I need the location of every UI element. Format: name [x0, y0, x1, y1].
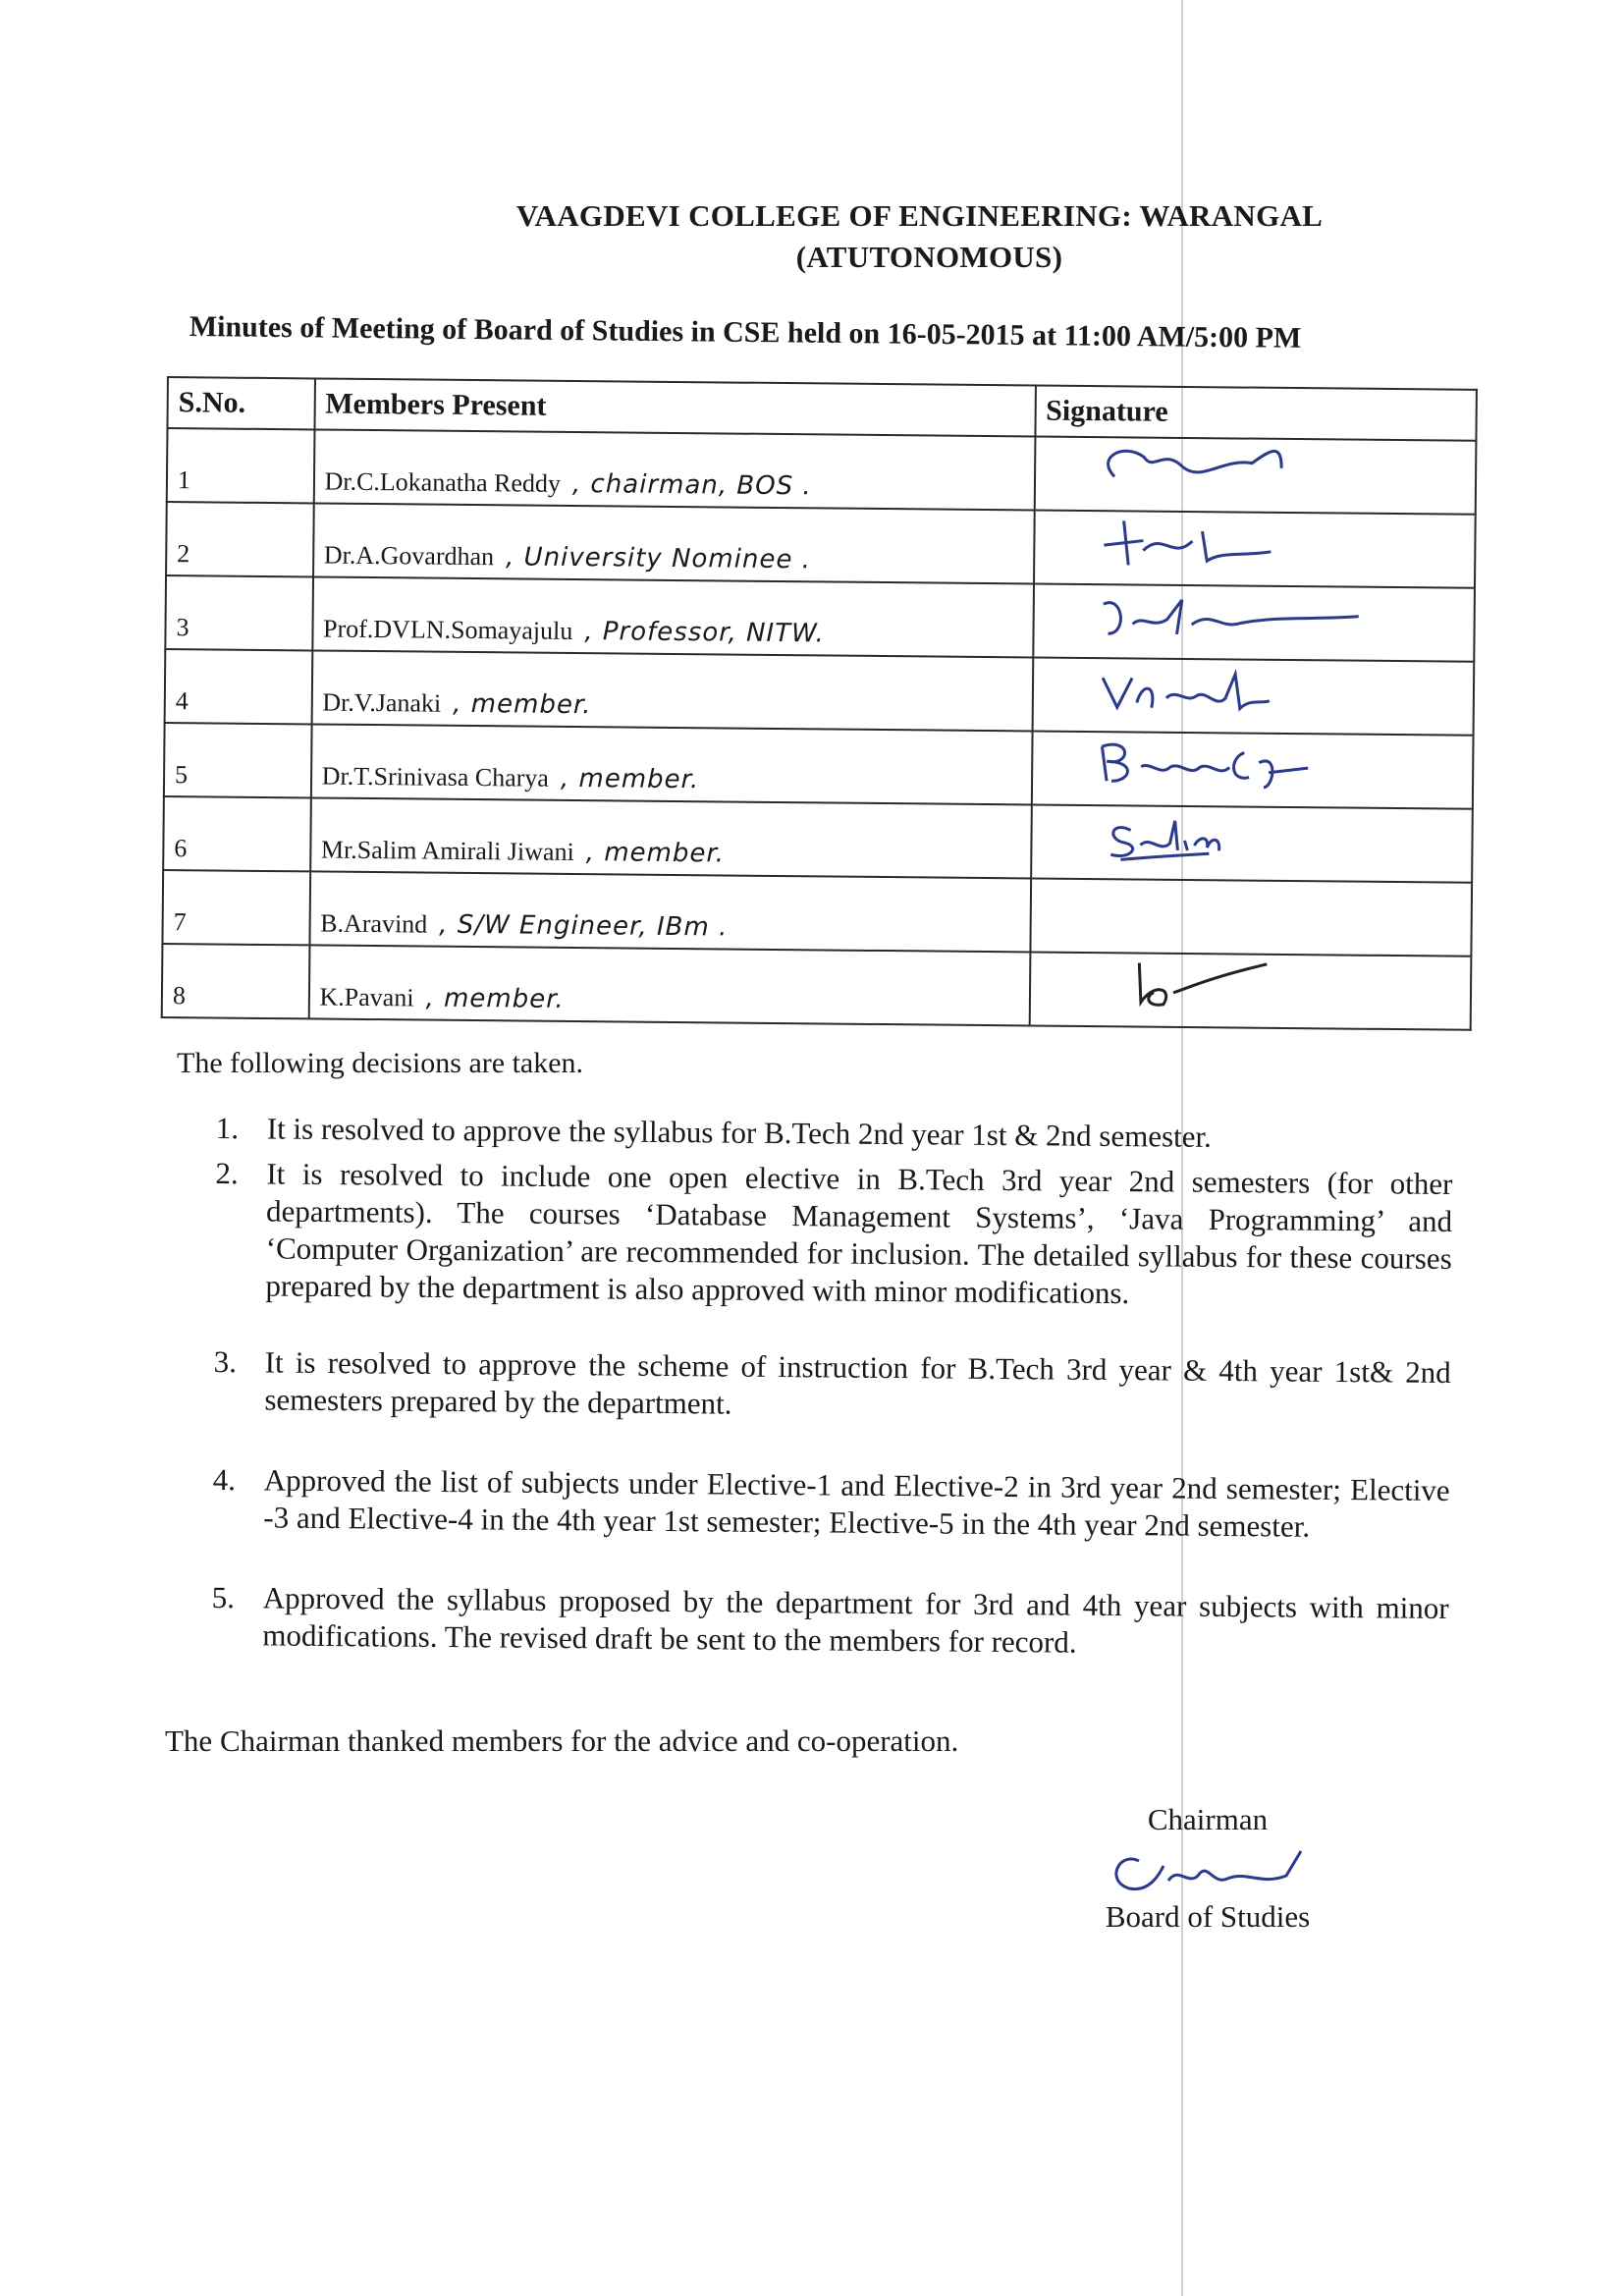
member-name: Dr.C.Lokanatha Reddy: [324, 466, 562, 498]
member-name: Dr.V.Janaki: [322, 687, 442, 718]
decision-text: Approved the syllabus proposed by the department for 3rd and 4th year subjects with minor modifications. The revised draft be sent to the members for record.: [262, 1580, 1449, 1660]
member-role: , University Nominee .: [505, 542, 812, 575]
table-row: [163, 796, 1473, 883]
signature-mark: [1083, 584, 1379, 646]
member-name: Prof.DVLN.Somayajulu: [322, 614, 573, 645]
row-member: [312, 576, 1034, 657]
member-role: , Professor, NITW.: [584, 617, 826, 649]
row-sno: 1: [167, 428, 314, 503]
chairman-signoff: [1090, 1802, 1325, 1935]
table-row: [162, 944, 1472, 1030]
decision-number: 4.: [212, 1461, 237, 1498]
member-role: , chairman, BOS .: [571, 468, 812, 502]
row-signature: [1034, 510, 1476, 587]
table-row: [165, 649, 1475, 736]
row-sno: 2: [166, 502, 313, 576]
row-signature: [1031, 804, 1473, 882]
decision-text: Approved the list of subjects under Elective-1 and Elective-2 in 3rd year 2nd semester; Elective -3 and Elective-4 in the 4th year 1st semester; Elective-5 in the 4th year 2nd semester.: [263, 1462, 1450, 1544]
college-name: VAAGDEVI COLLEGE OF ENGINEERING: WARANGAL: [515, 198, 1324, 233]
chairman-signature: [1090, 1841, 1325, 1895]
signature-mark: [1082, 658, 1299, 719]
header-signature: Signature: [1035, 385, 1477, 440]
college-status: (ATUTONOMOUS): [795, 240, 1063, 274]
signature-mark: [1079, 953, 1296, 1013]
list-item: [216, 1110, 1453, 1158]
row-sno: 5: [164, 723, 311, 797]
decision-number: 1.: [215, 1111, 240, 1146]
row-sno: 6: [163, 796, 310, 871]
decision-number: 2.: [215, 1155, 239, 1191]
row-member: [308, 945, 1030, 1025]
signoff-body: Board of Studies: [1105, 1899, 1311, 1934]
signature-mark: [1084, 511, 1301, 572]
member-name: Mr.Salim Amirali Jiwani: [320, 835, 574, 867]
row-member: [313, 503, 1035, 583]
members-table: [161, 376, 1478, 1031]
row-sno: 8: [162, 944, 309, 1018]
row-signature: [1032, 657, 1474, 735]
row-signature: [1031, 731, 1473, 808]
decision-number: 5.: [211, 1579, 236, 1615]
member-role: , member.: [560, 763, 700, 795]
decision-number: 3.: [213, 1343, 238, 1380]
table-row: [165, 575, 1475, 662]
signoff-title: Chairman: [1147, 1802, 1269, 1836]
member-name: Dr.A.Govardhan: [323, 540, 495, 572]
member-name: B.Aravind: [320, 908, 428, 939]
header-members: Members Present: [314, 378, 1035, 436]
signature-mark: [1081, 732, 1337, 793]
decision-text: It is resolved to approve the syllabus for B.Tech 2nd year 1st & 2nd semester.: [266, 1111, 1213, 1154]
row-sno: 7: [162, 870, 309, 945]
table-row: [162, 870, 1472, 957]
table-row: [164, 723, 1474, 809]
table-row: [167, 428, 1477, 515]
list-item: [213, 1343, 1451, 1429]
table-row: [166, 502, 1476, 588]
row-signature: [1030, 878, 1472, 956]
member-name: K.Pavani: [319, 982, 414, 1012]
list-item: [214, 1155, 1452, 1315]
row-member: [310, 724, 1032, 804]
row-member: [309, 871, 1031, 952]
row-member: [311, 650, 1033, 731]
member-name: Dr.T.Srinivasa Charya: [321, 761, 550, 793]
decisions-intro: The following decisions are taken.: [177, 1047, 584, 1079]
member-role: , member.: [425, 983, 565, 1014]
decision-text: It is resolved to approve the scheme of instruction for B.Tech 3rd year & 4th year 1st& 2nd semesters prepared by the department.: [264, 1344, 1451, 1421]
row-sno: 4: [165, 649, 312, 724]
header-sno: S.No.: [167, 377, 314, 429]
member-role: , member.: [585, 838, 726, 869]
decisions-list: [211, 1110, 1453, 1708]
row-signature: [1034, 436, 1476, 514]
decision-text: It is resolved to include one open elective in B.Tech 3rd year 2nd semesters (for other departments). The courses ‘Database Management Systems’, ‘Java Programming’ and ‘Computer Organization’ are recommended for inclusion. The detailed syllabus for these courses prepared by the department is also approved with minor modifications.: [265, 1156, 1453, 1311]
row-signature: [1029, 952, 1471, 1029]
list-item: [211, 1579, 1449, 1665]
closing-remark: The Chairman thanked members for the advice and co-operation.: [165, 1723, 959, 1758]
row-member: [310, 797, 1032, 878]
row-member: [313, 429, 1035, 510]
signature-mark: [1084, 437, 1301, 498]
list-item: [212, 1461, 1450, 1547]
row-sno: 3: [165, 575, 312, 650]
member-role: , S/W Engineer, IBm .: [439, 909, 729, 943]
signature-mark: [1081, 805, 1298, 866]
meeting-title: Minutes of Meeting of Board of Studies in CSE held on 16-05-2015 at 11:00 AM/5:00 PM: [189, 310, 1302, 355]
member-role: , member.: [453, 688, 592, 721]
row-signature: [1033, 583, 1475, 661]
